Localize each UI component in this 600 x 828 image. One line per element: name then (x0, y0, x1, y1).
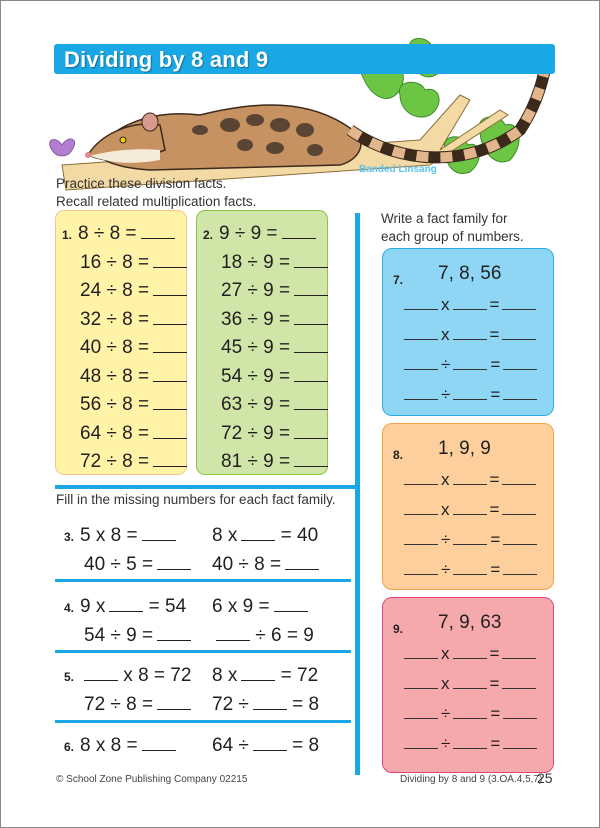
divider (55, 650, 351, 653)
answer-blank[interactable] (453, 676, 487, 689)
division-fact-row (221, 280, 328, 302)
answer-blank[interactable] (84, 666, 118, 681)
division-expression: 56 ÷ 8 = (80, 394, 150, 415)
answer-blank[interactable] (503, 532, 537, 545)
divider (55, 720, 351, 723)
equals-sign: = (489, 295, 500, 314)
answer-blank[interactable] (294, 424, 328, 439)
answer-blank[interactable] (285, 555, 319, 570)
division-fact-row (221, 337, 328, 359)
operator: ÷ (441, 355, 451, 374)
answer-blank[interactable] (453, 472, 487, 485)
fact-family-line (401, 704, 540, 724)
title-bar (54, 44, 555, 74)
operator: ÷ (441, 704, 451, 723)
page-title: Dividing by 8 and 9 (64, 47, 269, 72)
answer-blank[interactable] (453, 532, 487, 545)
operator: ÷ (441, 385, 451, 404)
answer-blank[interactable] (502, 646, 536, 659)
instruction-line-1: Practice these division facts. (56, 176, 227, 191)
problem-number: 9. (393, 622, 404, 636)
division-expression: 36 ÷ 9 = (221, 308, 291, 330)
answer-blank[interactable] (153, 395, 187, 410)
answer-blank[interactable] (453, 387, 487, 400)
answer-blank[interactable] (453, 327, 487, 340)
equals-sign: = (489, 644, 500, 663)
operator: x (441, 644, 450, 663)
fact-family-line (401, 355, 540, 375)
answer-blank[interactable] (503, 387, 537, 400)
answer-blank[interactable] (404, 706, 438, 719)
problem-3-row-1a: 3. 5 x 8 = (64, 525, 176, 547)
equals-sign: = (490, 704, 501, 723)
division-expression: 45 ÷ 9 = (221, 337, 291, 358)
problem-5-row-1b: 8 x = 72 (212, 665, 319, 686)
problem-5-row-1a: 5. x 8 = 72 (64, 665, 192, 686)
answer-blank[interactable] (216, 626, 250, 641)
answer-blank[interactable] (294, 395, 328, 410)
fact-family-line (401, 734, 540, 754)
division-fact-row (221, 394, 328, 416)
number-set: 7, 9, 63 (438, 612, 502, 633)
problem-number: 2. (203, 228, 214, 242)
problem-9-box (382, 597, 554, 773)
division-fact-row (80, 423, 187, 445)
division-fact-row (80, 252, 187, 274)
answer-blank[interactable] (453, 502, 487, 515)
division-expression: 54 ÷ 9 = (221, 365, 291, 387)
division-expression: 64 ÷ 8 = (80, 422, 150, 444)
answer-blank[interactable] (453, 706, 487, 719)
operator: x (441, 470, 450, 489)
answer-blank[interactable] (502, 502, 536, 515)
answer-blank[interactable] (503, 357, 537, 370)
problem-7-box (382, 248, 554, 416)
column-divider (355, 213, 360, 775)
copyright: © School Zone Publishing Company 02215 (56, 774, 248, 785)
equals-sign: = (489, 500, 500, 519)
answer-blank[interactable] (157, 626, 191, 641)
division-fact-row (221, 423, 328, 445)
division-fact-row (62, 223, 175, 245)
division-fact-row (80, 337, 187, 359)
answer-blank[interactable] (153, 424, 187, 439)
problem-4-row-1b: 6 x 9 = (212, 596, 308, 618)
answer-blank[interactable] (453, 736, 487, 749)
equals-sign: = (490, 560, 501, 579)
operator: x (441, 500, 450, 519)
answer-blank[interactable] (153, 310, 187, 325)
division-expression: 40 ÷ 8 = (80, 337, 150, 358)
division-fact-row (80, 280, 187, 302)
answer-blank[interactable] (294, 367, 328, 382)
problem-3-row-2b: 40 ÷ 8 = (212, 554, 319, 576)
answer-blank[interactable] (153, 338, 187, 353)
answer-blank[interactable] (294, 253, 328, 268)
answer-blank[interactable] (502, 472, 536, 485)
answer-blank[interactable] (253, 736, 287, 751)
answer-blank[interactable] (157, 695, 191, 710)
problem-6-row-1b: 64 ÷ = 8 (212, 735, 320, 756)
divider (55, 579, 351, 582)
answer-blank[interactable] (153, 367, 187, 382)
answer-blank[interactable] (253, 695, 287, 710)
answer-blank[interactable] (294, 452, 328, 467)
division-fact-row (221, 309, 328, 331)
division-expression: 8 ÷ 8 = (78, 223, 137, 244)
problem-number: 8. (393, 448, 404, 462)
division-expression: 24 ÷ 8 = (80, 280, 150, 301)
answer-blank[interactable] (404, 646, 438, 659)
division-expression: 16 ÷ 8 = (80, 251, 150, 273)
equals-sign: = (490, 355, 501, 374)
answer-blank[interactable] (502, 297, 536, 310)
division-fact-row (203, 223, 316, 245)
answer-blank[interactable] (109, 597, 143, 612)
equals-sign: = (489, 325, 500, 344)
problem-6-row-1a: 6. 8 x 8 = (64, 735, 176, 757)
answer-blank[interactable] (404, 562, 438, 575)
answer-blank[interactable] (404, 387, 438, 400)
problem-5-row-2b: 72 ÷ = 8 (212, 694, 320, 715)
division-fact-row (221, 252, 328, 274)
fact-family-line (401, 674, 539, 694)
problem-number: 1. (62, 228, 73, 242)
problem-number: 7. (393, 273, 404, 287)
answer-blank[interactable] (157, 555, 191, 570)
problem-8-box (382, 423, 554, 590)
equals-sign: = (489, 470, 500, 489)
answer-blank[interactable] (153, 281, 187, 296)
answer-blank[interactable] (453, 646, 487, 659)
fact-family-line (401, 385, 540, 405)
page-number: 25 (537, 770, 553, 786)
footer-topic: Dividing by 8 and 9 (3.OA.4,5,7) (400, 774, 543, 785)
illustration-caption: Banded Linsang (359, 164, 437, 175)
answer-blank[interactable] (404, 297, 438, 310)
division-expression: 72 ÷ 9 = (221, 422, 291, 444)
division-expression: 32 ÷ 8 = (80, 308, 150, 330)
number-set: 7, 8, 56 (438, 263, 502, 284)
answer-blank[interactable] (502, 676, 536, 689)
answer-blank[interactable] (141, 224, 175, 239)
answer-blank[interactable] (274, 597, 308, 612)
division-expression: 81 ÷ 9 = (221, 451, 291, 472)
answer-blank[interactable] (453, 357, 487, 370)
problem-4-row-1a: 4. 9 x = 54 (64, 596, 187, 617)
answer-blank[interactable] (404, 532, 438, 545)
division-fact-row (80, 451, 187, 473)
division-fact-row (80, 394, 187, 416)
fact-family-line (401, 530, 540, 550)
answer-blank[interactable] (502, 327, 536, 340)
answer-blank[interactable] (404, 327, 438, 340)
division-expression: 18 ÷ 9 = (221, 251, 291, 273)
division-expression: 9 ÷ 9 = (219, 223, 278, 244)
answer-blank[interactable] (142, 736, 176, 751)
equals-sign: = (490, 734, 501, 753)
answer-blank[interactable] (153, 253, 187, 268)
operator: x (441, 325, 450, 344)
answer-blank[interactable] (503, 706, 537, 719)
section1-instruction (56, 175, 256, 211)
division-fact-row (221, 451, 328, 473)
operator: x (441, 674, 450, 693)
division-expression: 48 ÷ 8 = (80, 365, 150, 387)
answer-blank[interactable] (241, 666, 275, 681)
division-fact-row (80, 366, 187, 388)
problem-4-row-2b: ÷ 6 = 9 (212, 625, 314, 647)
fact-family-line (401, 295, 539, 315)
fact-family-line (401, 470, 539, 490)
equals-sign: = (489, 674, 500, 693)
instruction-line-2: Recall related multiplication facts. (56, 194, 257, 209)
section3-instruction (381, 210, 524, 246)
fact-family-line (401, 644, 539, 664)
problem-5-row-2a: 72 ÷ 8 = (84, 694, 191, 716)
operator: ÷ (441, 560, 451, 579)
answer-blank[interactable] (241, 526, 275, 541)
fact-family-line (401, 500, 539, 520)
answer-blank[interactable] (503, 736, 537, 749)
operator: ÷ (441, 734, 451, 753)
answer-blank[interactable] (142, 526, 176, 541)
division-expression: 72 ÷ 8 = (80, 451, 150, 472)
division-fact-row (80, 309, 187, 331)
fact-family-line (401, 560, 540, 580)
answer-blank[interactable] (294, 281, 328, 296)
instruction-line-1: Write a fact family for (381, 211, 508, 226)
answer-blank[interactable] (453, 297, 487, 310)
instruction-line-2: each group of numbers. (381, 229, 524, 244)
equals-sign: = (490, 530, 501, 549)
problem-3-row-2a: 40 ÷ 5 = (84, 554, 191, 576)
section-divider (55, 485, 357, 489)
answer-blank[interactable] (294, 338, 328, 353)
division-expression: 63 ÷ 9 = (221, 394, 291, 415)
section2-instruction: Fill in the missing numbers for each fact family. (56, 492, 336, 507)
operator: x (441, 295, 450, 314)
answer-blank[interactable] (404, 357, 438, 370)
answer-blank[interactable] (404, 736, 438, 749)
division-expression: 27 ÷ 9 = (221, 280, 291, 301)
problem-3-row-1b: 8 x = 40 (212, 525, 319, 546)
division-fact-row (221, 366, 328, 388)
equals-sign: = (490, 385, 501, 404)
answer-blank[interactable] (503, 562, 537, 575)
number-set: 1, 9, 9 (438, 438, 491, 459)
answer-blank[interactable] (282, 224, 316, 239)
answer-blank[interactable] (404, 472, 438, 485)
operator: ÷ (441, 530, 451, 549)
answer-blank[interactable] (294, 310, 328, 325)
answer-blank[interactable] (404, 502, 438, 515)
fact-family-line (401, 325, 539, 345)
answer-blank[interactable] (404, 676, 438, 689)
banded-linsang-illustration (0, 0, 600, 200)
problem-4-row-2a: 54 ÷ 9 = (84, 625, 191, 647)
answer-blank[interactable] (453, 562, 487, 575)
answer-blank[interactable] (153, 452, 187, 467)
